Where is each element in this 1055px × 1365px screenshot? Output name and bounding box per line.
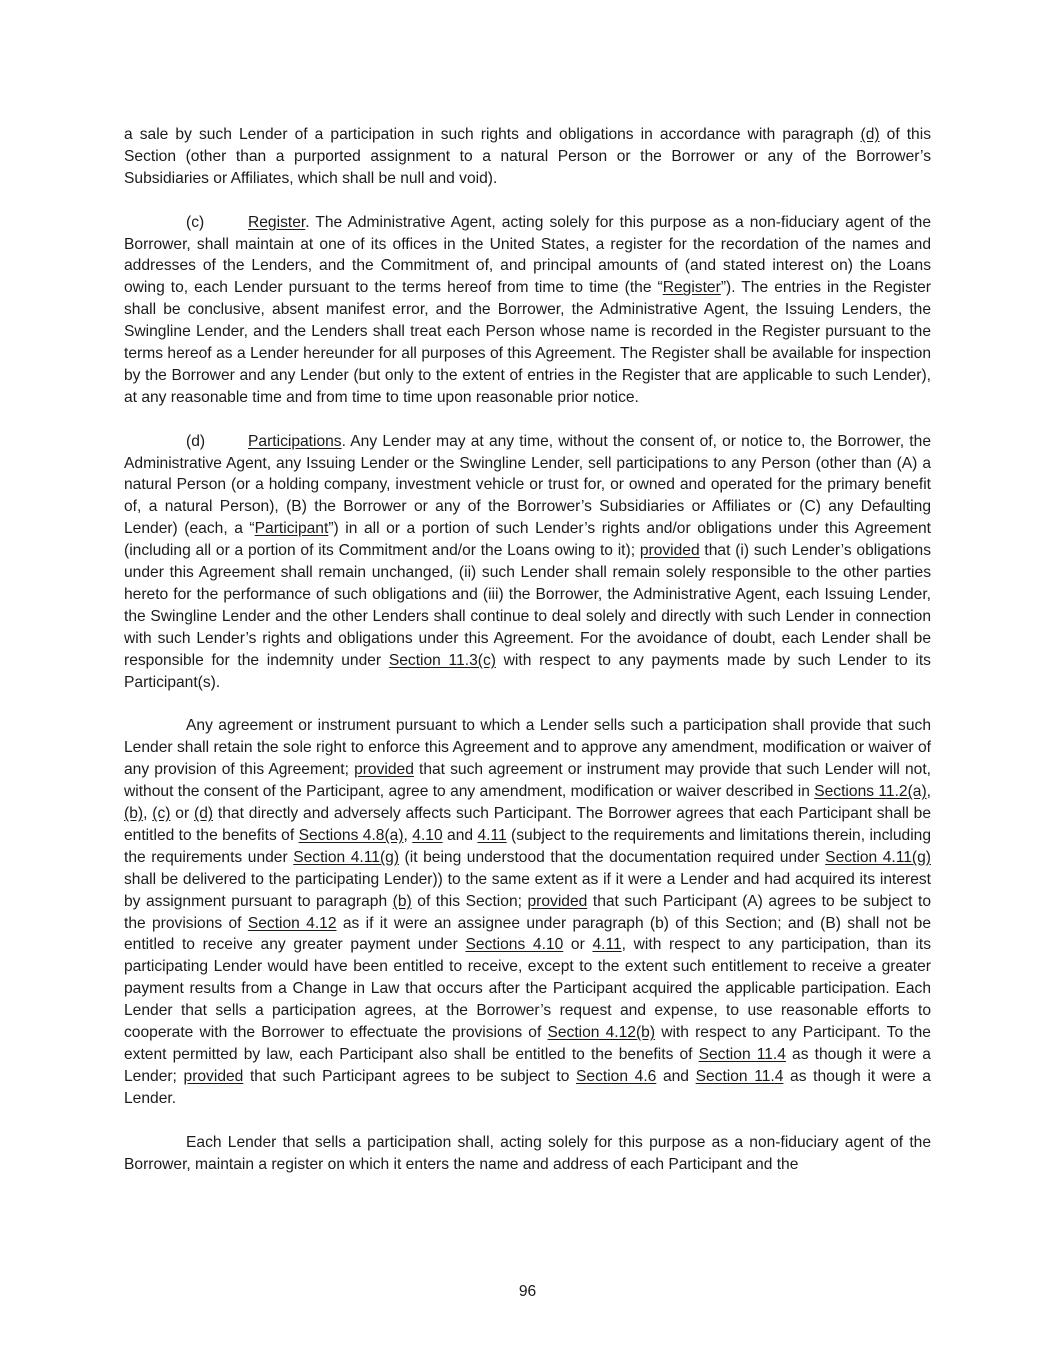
defined-term: Register bbox=[662, 279, 721, 297]
paragraph-register bbox=[124, 212, 931, 409]
text: that such Participant agrees to be subject to bbox=[243, 1067, 577, 1085]
text: or bbox=[170, 805, 195, 823]
section-reference-link[interactable]: Sections 4.8(a) bbox=[298, 826, 404, 844]
section-reference-link[interactable]: Section 4.12(b) bbox=[547, 1024, 656, 1042]
text: , with respect to any participation, than its participating Lender would have been entitled to receive, except to the extent such entitlement to receive a greater payment results from a Change in Law that occurs after the Participant acquired the applicable participation. Each Lender that sells a participation agrees, at the Borrower’s request and expense, to use reasonable efforts to cooperate with the Borrower to effectuate the provisions of bbox=[124, 936, 931, 1042]
text: that (i) such Lender’s obligations under this Agreement shall remain unchanged, (ii) such Lender shall remain solely responsible to the other parties hereto for the performance of such obligations and (iii) the Borrower, the Administrative Agent, each Issuing Lender, the Swingline Lender and the other Lenders shall continue to deal solely and directly with such Lender in connection with such Lender’s rights and obligations under this Agreement. For the avoidance of doubt, each Lender shall be responsible for the indemnity under bbox=[124, 542, 931, 669]
text: . The Administrative Agent, acting solely for this purpose as a non-fiduciary agent of the Borrower, shall maintain at one of its offices in the United States, a register for the recordation of the names and addresses of the Lenders, and the Commitment of, and principal amounts of (and stated interest on) the Loans owing to, each Lender pursuant to the terms hereof from time to time (the “ bbox=[124, 213, 931, 297]
provided-term: provided bbox=[183, 1067, 244, 1085]
text: Any agreement or instrument pursuant to which a Lender sells such a participation shall provide that such Lender shall retain the sole right to enforce this Agreement and to approve any amendment, modification or waiver of any provision of this Agreement; bbox=[124, 717, 931, 779]
section-reference-link[interactable]: Section 4.6 bbox=[576, 1067, 657, 1085]
section-reference-link[interactable]: (b) bbox=[124, 805, 144, 823]
text: ”) in all or a portion of such Lender’s rights and/or obligations under this Agreement (including all or a portion of its Commitment and/or the Loans owing to it); bbox=[124, 520, 932, 560]
text: of this Section (other than a purported assignment to a natural Person or the Borrower or any of the Borrower’s Subsidiaries or Affiliates, which shall be null and void). bbox=[124, 126, 931, 187]
page-number: 96 bbox=[518, 1283, 537, 1300]
text: , bbox=[143, 805, 153, 823]
section-reference-link[interactable]: Section 4.11(g) bbox=[825, 848, 931, 866]
section-reference-link[interactable]: Section 4.11(g) bbox=[293, 848, 400, 866]
section-reference-link[interactable]: Section 11.3(c) bbox=[388, 651, 496, 669]
section-reference-link[interactable]: Sections 11.2(a) bbox=[814, 783, 927, 801]
section-reference-link[interactable]: (c) bbox=[152, 805, 171, 823]
text: that such agreement or instrument may provide that such Lender will not, without the consent of the Participant, agree to any amendment, modification or waiver described in bbox=[124, 761, 931, 801]
text: , bbox=[926, 783, 931, 801]
text: as though it were a Lender; bbox=[124, 1046, 931, 1085]
paragraph-participations bbox=[124, 431, 931, 694]
provided-term: provided bbox=[639, 542, 700, 560]
section-reference-link[interactable]: 4.10 bbox=[412, 826, 443, 844]
text: . Any Lender may at any time, without the consent of, or notice to, the Borrower, the Administrative Agent, any Issuing Lender or the Swingline Lender, sell participations to any Person (other than (A) a natural Person (or a holding company, investment vehicle or trust for, or owned and operated for the primary benefit of, a natural Person), (B) the Borrower or any of the Borrower’s Subsidiaries or Affiliates or (C) any Defaulting Lender) (each, a “ bbox=[124, 432, 931, 538]
section-reference-link[interactable]: Section 11.4 bbox=[695, 1067, 784, 1085]
text: and bbox=[656, 1067, 696, 1085]
section-reference-link[interactable]: (d) bbox=[194, 805, 214, 823]
provided-term: provided bbox=[354, 761, 414, 779]
text: as though it were a Lender. bbox=[124, 1067, 931, 1107]
text: or bbox=[563, 936, 593, 954]
text: (it being understood that the documentation required under bbox=[399, 848, 826, 866]
paragraph-participation-agreement bbox=[124, 715, 931, 1109]
text: that directly and adversely affects such Participant. The Borrower agrees that each Participant shall be entitled to the benefits of bbox=[124, 805, 932, 844]
defined-term: Participant bbox=[254, 520, 329, 538]
section-reference-link[interactable]: 4.11 bbox=[592, 936, 622, 954]
section-reference-link[interactable]: Section 4.12 bbox=[247, 914, 337, 932]
document-page bbox=[124, 124, 931, 1197]
text: shall be delivered to the participating Lender)) to the same extent as if it were a Lender and had acquired its interest by assignment pursuant to paragraph bbox=[124, 870, 931, 910]
text: with respect to any payments made by such Lender to its Participant(s). bbox=[124, 651, 931, 691]
text: Each Lender that sells a participation shall, acting solely for this purpose as a non-fiduciary agent of the Borrower, maintain a register on which it enters the name and address of each Participant and the bbox=[124, 1133, 931, 1173]
text: of this Section; bbox=[411, 892, 528, 910]
text: as if it were an assignee under paragraph (b) of this Section; and (B) shall not be entitled to receive any greater payment under bbox=[124, 914, 932, 954]
section-reference-link[interactable]: Sections 4.10 bbox=[465, 936, 564, 954]
paragraph-reference-link[interactable]: (b) bbox=[392, 892, 412, 910]
text: , bbox=[403, 826, 413, 844]
section-heading: Participations bbox=[248, 432, 342, 450]
section-reference-link[interactable]: 4.11 bbox=[477, 826, 507, 844]
provided-term: provided bbox=[527, 892, 588, 910]
paragraph-participant-register bbox=[124, 1132, 931, 1176]
paragraph-reference-link[interactable]: (d) bbox=[860, 126, 880, 143]
paragraph-label: (c) bbox=[186, 213, 205, 231]
section-heading: Register bbox=[248, 213, 306, 231]
text: a sale by such Lender of a participation in such rights and obligations in accordance with paragraph bbox=[124, 126, 861, 143]
text: and bbox=[442, 826, 478, 844]
text: ”). The entries in the Register shall be conclusive, absent manifest error, and the Borrower, the Administrative Agent, the Issuing Lenders, the Swingline Lender, and the Lenders shall treat each Person whose name is recorded in the Register pursuant to the terms hereof as a Lender hereunder for all purposes of this Agreement. The Register shall be available for inspection by the Borrower and any Lender (but only to the extent of entries in the Register that are applicable to such Lender), at any reasonable time and from time to time upon reasonable prior notice. bbox=[124, 279, 931, 406]
text: (subject to the requirements and limitations therein, including the requirements under bbox=[124, 826, 932, 866]
text: with respect to any Participant. To the extent permitted by law, each Participant also shall be entitled to the benefits of bbox=[124, 1024, 931, 1064]
text: that such Participant (A) agrees to be subject to the provisions of bbox=[124, 892, 931, 932]
paragraph-label: (d) bbox=[186, 432, 206, 450]
paragraph-continuation bbox=[124, 124, 931, 190]
section-reference-link[interactable]: Section 11.4 bbox=[698, 1046, 786, 1064]
